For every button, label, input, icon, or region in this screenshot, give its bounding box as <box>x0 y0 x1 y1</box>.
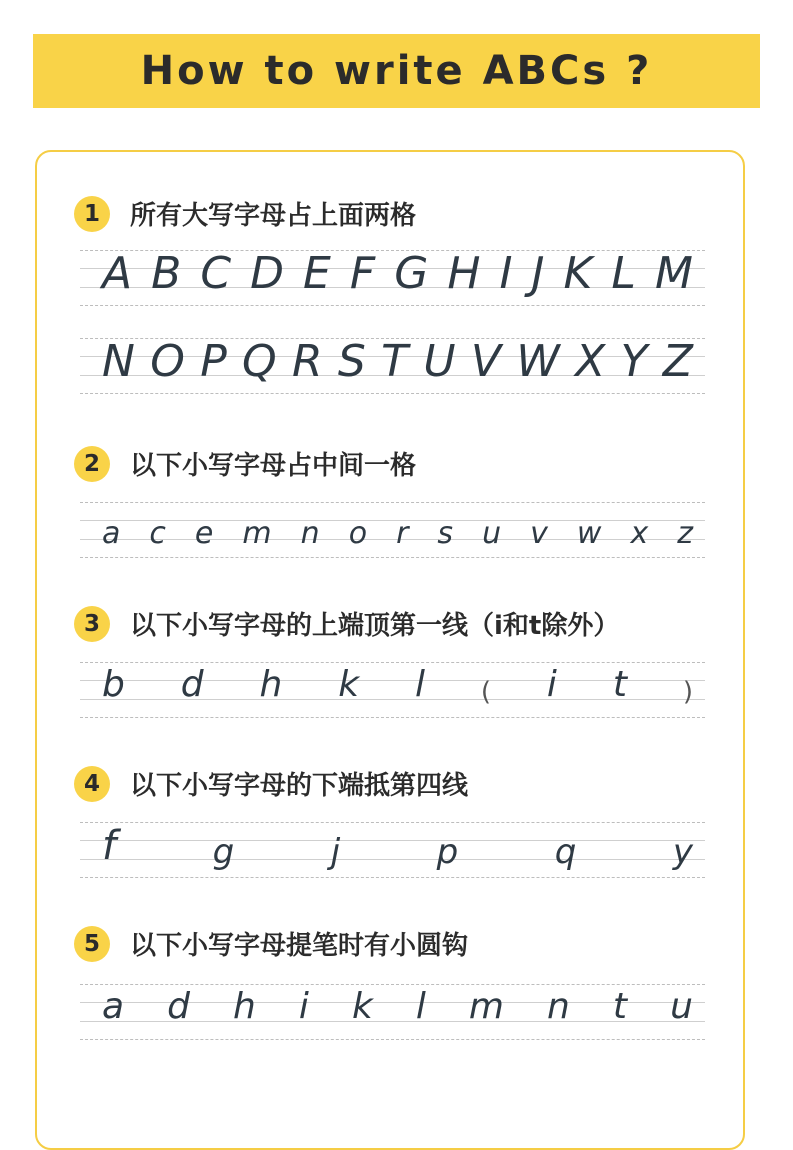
letter: L <box>611 248 636 299</box>
letter: K <box>563 248 593 299</box>
letter: P <box>200 336 227 387</box>
letter: e <box>194 516 214 551</box>
letter: i <box>546 664 557 705</box>
section-3-number: 3 <box>74 606 110 642</box>
section-4-number: 4 <box>74 766 110 802</box>
section-4-heading <box>74 765 468 802</box>
letter: u <box>482 516 502 551</box>
title-banner <box>33 34 760 108</box>
letter: b <box>102 664 125 705</box>
letter: n <box>547 986 570 1027</box>
letter: T <box>381 336 409 387</box>
letter: q <box>554 832 577 872</box>
letter: d <box>180 664 204 705</box>
letter: J <box>531 248 545 299</box>
letter: C <box>200 248 232 299</box>
section-3-row-1 <box>80 662 705 718</box>
letter: B <box>151 248 182 299</box>
letter: l <box>415 986 426 1027</box>
letter: s <box>437 516 454 551</box>
letter: Z <box>662 336 693 387</box>
letter: D <box>250 248 285 299</box>
letter: v <box>530 516 548 551</box>
page-title: How to write ABCs ? <box>140 48 653 94</box>
paren-close: ) <box>682 677 693 707</box>
letter: Q <box>242 336 277 387</box>
letter: c <box>149 516 166 551</box>
section-1-number: 1 <box>74 196 110 232</box>
letter: R <box>292 336 323 387</box>
letter: F <box>349 248 376 299</box>
letter: H <box>447 248 481 299</box>
letter: p <box>436 832 459 872</box>
letter: G <box>394 248 429 299</box>
letter: m <box>468 986 504 1027</box>
section-2-row-1 <box>80 502 705 558</box>
section-1-row-2 <box>80 338 705 394</box>
letter: I <box>499 248 513 299</box>
letter: a <box>102 516 121 551</box>
letter: t <box>612 986 628 1027</box>
paren-open: ( <box>480 677 492 707</box>
letter: y <box>672 832 693 872</box>
letter: k <box>338 664 360 705</box>
section-3-heading <box>74 605 619 642</box>
letter: h <box>233 986 256 1027</box>
section-4-title: 以下小写字母的下端抵第四线 <box>130 771 469 801</box>
letter: l <box>414 664 425 705</box>
letter: W <box>516 336 560 387</box>
letter: h <box>259 664 283 705</box>
letter: k <box>351 986 373 1027</box>
section-1-row-1 <box>80 250 705 306</box>
letter: d <box>167 986 190 1027</box>
letter: Y <box>620 336 648 387</box>
letter: N <box>102 336 135 387</box>
letter: M <box>654 248 693 299</box>
letter: u <box>670 986 693 1027</box>
letter: m <box>242 516 272 551</box>
letter: O <box>150 336 185 387</box>
letter: x <box>630 516 649 551</box>
letter: o <box>348 516 368 551</box>
letter: E <box>303 248 331 299</box>
section-3-title: 以下小写字母的上端顶第一线（i和t除外） <box>130 611 620 641</box>
letter: w <box>576 516 602 551</box>
section-1-title: 所有大写字母占上面两格 <box>130 201 417 231</box>
letter: i <box>298 986 309 1027</box>
section-5-title: 以下小写字母提笔时有小圆钩 <box>130 931 469 961</box>
letter: j <box>330 832 341 872</box>
section-5-row-1 <box>80 984 705 1040</box>
letter: f <box>102 823 117 869</box>
letter: A <box>102 248 133 299</box>
section-4-row-1 <box>80 822 705 878</box>
letter: X <box>575 336 606 387</box>
letter: a <box>102 986 125 1027</box>
letter: g <box>212 832 235 872</box>
section-2-heading <box>74 445 416 482</box>
section-5-heading <box>74 925 468 962</box>
letter: U <box>423 336 456 387</box>
letter: z <box>677 516 693 551</box>
letter: n <box>300 516 320 551</box>
letter: r <box>396 516 409 551</box>
letter: V <box>470 336 501 387</box>
section-1-heading <box>74 195 416 232</box>
section-5-number: 5 <box>74 926 110 962</box>
section-2-number: 2 <box>74 446 110 482</box>
section-2-title: 以下小写字母占中间一格 <box>130 451 417 481</box>
letter: t <box>612 664 627 705</box>
letter: S <box>337 336 366 387</box>
